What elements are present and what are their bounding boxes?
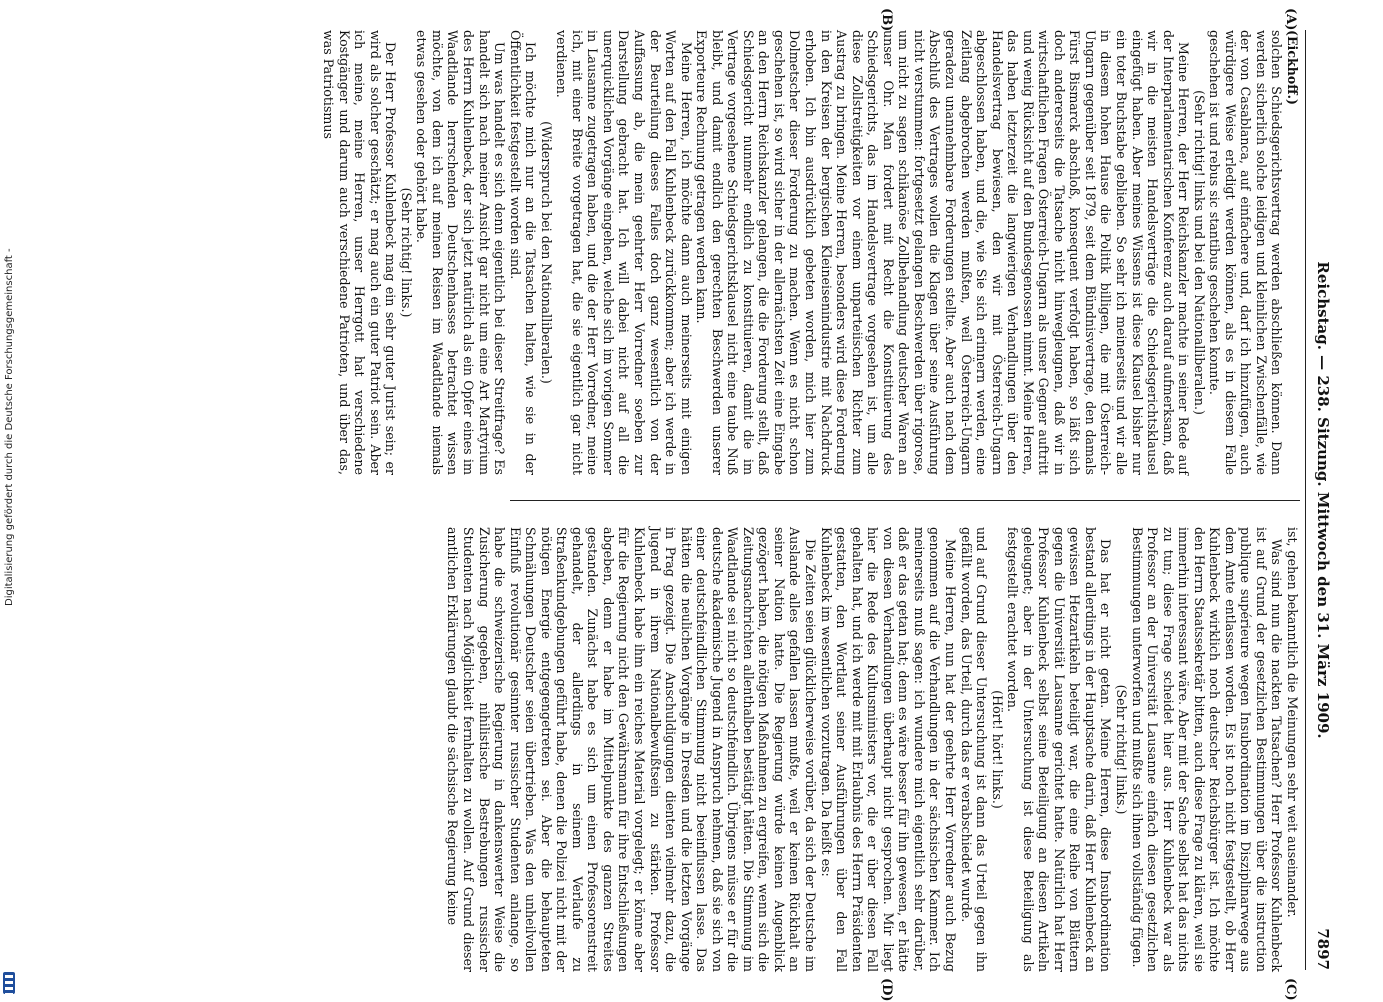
paragraph: Meine Herren, nun hat der geehrte Herr Vorredner auch Bezug genommen auf die Verhandlungen in der sächsischen Kammer. Ich meinerseits muß sagen: ich wundere mich eigentlich sehr darüber, daß er das getan hat; denn es wäre besser für ihn gewesen, er hätte von diesen Verhandlungen überhaupt nicht gesprochen. Mir liegt hier die Rede des Kultusministers vor, die er über diesen Fall gehalten hat, und ich werde mit mit Erlaubnis des Herrn Präsidenten gestatten, den Wortlaut seiner Ausführungen über den Fall Kuhlenbeck im wesentlichen vorzutragen. Da heißt es: (818, 527, 958, 972)
speaker-label: (Eickhoff.) (1285, 30, 1300, 105)
left-column (321, 30, 1300, 475)
paragraph: Das hat er nicht getan. Meine Herren, diese Insubordination bestand allerdings in der Hauptsache darin, daß Herr Kuhlenbeck an gewissen Hetzartikeln beteiligt war, die eine Reihe von Blättern gegen die Universität Lausanne gerichtet hatte. Natürlich hat Herr Professor Kuhlenbeck selbst seine Beteiligung an diesen Artikeln geleugnet; aber in der Untersuchung ist diese Beteiligung als festgestellt erachtet worden. (1005, 527, 1114, 972)
page-header (1308, 30, 1338, 970)
paragraph: Ich möchte mich nur an die Tatsachen halten, wie sie in der Öffentlichkeit festgestellt worden sind. (507, 30, 539, 475)
column-divider (510, 500, 1300, 501)
interjection: (Hört! hört! links.) (989, 690, 1005, 809)
paragraph: ist, gehen bekanntlich die Meinungen sehr weit auseinander. (1285, 527, 1300, 918)
header-rule (1305, 30, 1306, 970)
interjection: (Sehr richtig! links.) (1113, 684, 1129, 815)
paragraph: Um was handelt es sich denn eigentlich bei dieser Streitfrage? Es handelt sich nach meiner Ansicht gar nicht um eine Art Martyrium des Herrn Kuhlenbeck, der sich jetzt natürlich als ein Opfer eines im Waadtlande herrschenden Deutschenhasses betrachtet wissen möchte, von dem ich auf meinen Reisen im Waadtlande niemals etwas gesehen oder gehört habe. (414, 30, 508, 475)
rotated-scan (32, 0, 1342, 1000)
interjection: (Sehr richtig! links.) (398, 187, 414, 318)
paragraph: Was sind nun die nackten Tatsachen? Herr Professor Kuhlenbeck ist auf Grund der gesetzlichen Bestimmungen über die instruction publique supérieure wegen Insubordination im Disziplinarwege aus dem Amte entlassen worden. Es ist noch nicht festgestellt, ob Herr Kuhlenbeck wirklich noch deutscher Reichsbürger ist. Ich möchte den Herrn Staatssekretär bitten, auch diese Frage zu klären, weil sie immerhin interessant wäre. Aber mit der Sache selbst hat das nichts zu tun; diese Frage scheidet hier aus. Herr Kuhlenbeck war als Professor an der Universität Lausanne einfach diesen gesetzlichen Bestimmungen unterworfen und mußte sich ihnen vollständig fügen. (1129, 527, 1285, 972)
digitization-footer: Digitalisierung gefördert durch die Deutsche Forschungsgemeinschaft - (4, 248, 15, 606)
header-title: Reichstag. — 238. Sitzung. Mittwoch den 31. März 1909. (1314, 261, 1332, 739)
margin-marker-d: (D) (879, 978, 894, 1002)
paragraph: Meine Herren, ich möchte dann auch meinerseits mit einigen Worten auf den Fall Kuhlenbeck zurückkommen; aber ich werde in der Beurteilung dieses Falles doch ganz wesentlich von der Auffassung ab, die mein geehrter Herr Vorredner soeben zur Darstellung gebracht hat. Ich will dabei nicht auf all die unerquicklichen Vorgänge eingehen, welche sich im vorigen Sommer in Lausanne zugetragen haben, und die der Herr Vorredner, meine ich, mit einer Breite vorgetragen hat, die sie eigentlich gar nicht verdienen. (554, 30, 694, 475)
paragraph: Meine Herren, der Herr Reichskanzler machte in seiner Rede auf der Interparlamentarischen Konferenz auch darauf aufmerksam, daß wir in die meisten Handelsverträge die Schiedsgerichtsklausel eingefügt haben. Aber meines Wissens ist diese Klausel bisher nur ein toter Buchstabe geblieben. So sehr ich meinerseits und wir alle in diesem hohen Hause die Politik billigen, die mit Österreich-Ungarn gegenüber seit 1879, seit dem Bündnisvertrage, den damals Fürst Bismarck abschloß, konsequent verfolgt haben, so läßt sich doch andererseits die Tatsache nicht hinwegleugnen, daß wir in wirtschaftlichen Fragen Österreich-Ungarn als unser Gegner auftritt und wenig Rücksicht auf den Bundesgenossen nimmt. Meine Herren, das haben letzterzeit die langwierigen Verhandlungen über den Handelsvertrag bewiesen, den wir mit Österreich-Ungarn abgeschlossen haben, und die, wie Sie sich erinnern werden, eine Zeitlang abgebrochen werden mußten, weil Österreich-Ungarn geradezu unannehmbare Forderungen stellte. Aber auch nach dem Abschluß des Vertrages wollen die Klagen über seine Ausführung nicht verstummen: fortgesetzt gelangen Beschwerden über rigorose, um nicht zu sagen schikanöse Zollbehandlung deutscher Waren an unser Ohr. Man fordert mit Recht die Konstituierung des Schiedsgerichts, das im Handelsvertrage vorgesehen ist, um alle diese Zollstreitigkeiten vor einem unparteiischen Richter zum Austrag zu bringen. Meine Herren, besonders wird diese Forderung in den Kreisen der bergischen Kleineisenindustrie mit Nachdruck erhoben. Ich bin ausdrücklich gebeten worden, mich hier zum Dolmetscher dieser Forderung zu machen. Wenn es nicht schon geschehen ist, so wird sicher in der allernächsten Zeit eine Eingabe an den Herrn Reichskanzler gelangen, die die Forderung stellt, daß Schiedsgericht nunmehr endlich zu konstituieren, damit die im Vertrage vorgesehene Schiedsgerichtsklausel nicht eine taube Nuß bleibt, und damit endlich den gerechten Beschwerden unserer Exporteure Rechnung getragen werden kann. (694, 30, 1192, 475)
interjection: (Sehr richtig! links und bei den Nationalliberalen.) (1191, 90, 1207, 415)
margin-marker-b: (B) (879, 8, 894, 32)
dfg-logo-icon (3, 972, 15, 994)
page-number: 7897 (1314, 928, 1332, 970)
interjection: (Widerspruch bei den Nationalliberalen.) (538, 121, 554, 384)
margin-marker-a: (A) (1283, 8, 1298, 31)
paragraph: Der Herr Professor Kuhlenbeck mag ein sehr guter Jurist sein; er wird als solcher geschätzt; er mag auch ein guter Patriot sein. Aber ich meine, meine Herren, unser Herrgott hat verschiedene Kostgänger und darum auch verschiedene Patrioten, und über das, was Patriotismus (321, 30, 399, 475)
right-column (445, 527, 1300, 972)
quoted-paragraph: Die Zeiten seien glücklicherweise vorüber, da sich der Deutsche im Auslande alles gefallen lassen mußte, weil er keinen Rückhalt an seiner Nation hatte. Die Regierung würde keinen Augenblick gezögert haben, die nötigen Maßnahmen zu ergreifen, wenn sich die Zeitungsnachrichten allenthalben bestätigt hätten. Die Stimmung im Waadtlande sei nicht so deutschfeindlich. Übrigens müsse er für die deutsche akademische Jugend in Anspruch nehmen, daß sie sich von einer deutschfeindlichen Stimmung nicht beeinflussen lasse. Das hätten die neulichen Vorgänge in Dresden und die letzten Vorgänge in Prag gezeigt. Die Anschuldigungen dienten vielmehr dazu, die Jugend in ihrem Nationalbewußtsein zu stärken. Professor Kuhlenbeck habe ihm ein reiches Material vorgelegt; er könne aber für die Regierung nicht den Gewährsmann für ihre Entschließungen abgeben, denn er habe im Mittelpunkte des ganzen Streites gestanden. Zunächst habe es sich um einen Professorenstreit gehandelt, der allerdings in seinem Verlaufe zu Straßenkundgebungen geführt habe, denen die Polizei nicht mit der nötigen Energie entgegengetreten sei. Aber die behaupteten Schmähungen Deutscher seien übertrieben. Was den unheilvollen Einfluß revolutionär gesinnter russischer Studenten anlange, so habe die schweizerische Regierung in dankenswerter Weise die Zusicherung gegeben, nihilistische Bestrebungen russischer Studenten nach Möglichkeit fernhalten zu wollen. Auf Grund dieser amtlichen Erklärungen glaubt die sächsische Regierung keine (445, 527, 819, 972)
paragraph: und auf Grund dieser Untersuchung ist dann das Urteil gegen ihn gefällt worden, das Urteil, durch das er verabschiedet wurde. (958, 527, 990, 972)
paragraph: solchen Schiedsgerichtsvertrag werden abschließen können. Dann werden sicherlich solche leidigen und kleinlichen Zwischenfälle, wie der von Casablanca, auf einfachere und, darf ich hinzufügen, auch würdigere Weise erledigt werden können, als es in diesem Falle geschehen ist und rebus sic stantibus geschehen konnte. (1207, 30, 1285, 475)
margin-marker-c: (C) (1283, 978, 1298, 1001)
